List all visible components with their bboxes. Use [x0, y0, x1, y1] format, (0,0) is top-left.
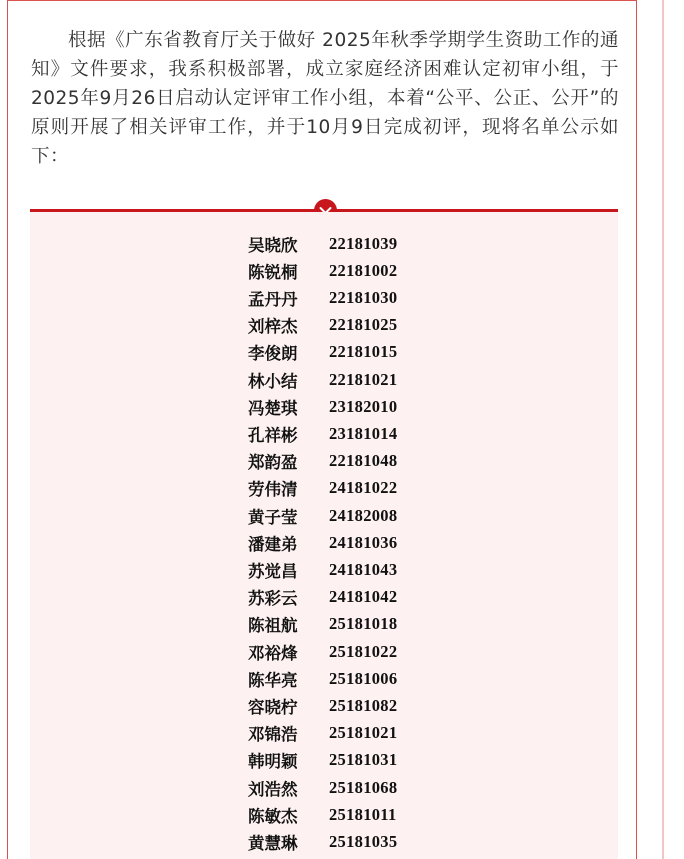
student-name: 韩明颖 [248, 752, 298, 772]
student-id: 22181025 [329, 315, 398, 335]
student-id: 25181018 [329, 614, 398, 634]
student-id: 23182010 [329, 396, 398, 416]
student-id: 25181068 [329, 777, 398, 797]
student-row [248, 420, 397, 447]
student-id: 22181039 [329, 233, 398, 253]
student-name: 邓锦浩 [248, 725, 298, 745]
notice-intro-paragraph: 根据《广东省教育厅关于做好 2025年秋季学期学生资助工作的通知》文件要求，我系积极部署，成立家庭经济困难认定初审小组，于2025年9月26日启动认定评审工作小组，本着“公平、公正、公开”的原则开展了相关评审工作，并于10月9日完成初评，现将名单公示如下： [31, 30, 619, 167]
student-row [248, 720, 397, 747]
student-id: 24181022 [329, 478, 398, 498]
student-id: 25181006 [329, 668, 398, 688]
student-row [248, 529, 397, 556]
student-id: 22181021 [329, 369, 398, 389]
student-row [248, 257, 397, 284]
student-id: 22181048 [329, 451, 398, 471]
student-row [248, 556, 397, 583]
student-id: 24182008 [329, 505, 398, 525]
student-name: 孔祥彬 [248, 425, 298, 445]
student-name: 林小结 [248, 371, 298, 391]
student-name: 劳伟清 [248, 480, 298, 500]
student-row [248, 611, 397, 638]
student-name: 黄慧琳 [248, 833, 298, 853]
student-name: 刘梓杰 [248, 317, 298, 337]
student-row [248, 801, 397, 828]
student-row [248, 284, 397, 311]
student-name: 冯楚琪 [248, 398, 298, 418]
student-row [248, 312, 397, 339]
student-id: 25181022 [329, 641, 398, 661]
student-name: 潘建弟 [248, 534, 298, 554]
student-id: 25181011 [329, 804, 397, 824]
student-name: 李俊朗 [248, 344, 298, 364]
student-name: 苏彩云 [248, 589, 298, 609]
student-row [248, 584, 397, 611]
student-row [248, 638, 397, 665]
student-id: 24181042 [329, 587, 398, 607]
student-row [248, 665, 397, 692]
student-row [248, 747, 397, 774]
student-row [248, 502, 397, 529]
student-name: 陈祖航 [248, 616, 298, 636]
student-row [248, 475, 397, 502]
student-id: 24181036 [329, 532, 398, 552]
student-name: 吴晓欣 [248, 235, 298, 255]
student-name: 孟丹丹 [248, 289, 298, 309]
student-row [248, 774, 397, 801]
student-id: 23181014 [329, 423, 398, 443]
student-name: 郑韵盈 [248, 453, 298, 473]
student-id: 25181021 [329, 723, 398, 743]
student-name: 陈敏杰 [248, 806, 298, 826]
student-id: 25181031 [329, 750, 398, 770]
student-name: 容晓柠 [248, 697, 298, 717]
student-name: 陈锐桐 [248, 262, 298, 282]
student-name: 陈华亮 [248, 670, 298, 690]
student-id: 22181002 [329, 260, 398, 280]
student-id: 22181030 [329, 287, 398, 307]
student-row [248, 448, 397, 475]
student-id: 25181082 [329, 695, 398, 715]
student-row [248, 339, 397, 366]
student-list-panel [30, 212, 618, 859]
student-name: 苏觉昌 [248, 561, 298, 581]
student-row [248, 393, 397, 420]
student-row [248, 230, 397, 257]
student-row [248, 828, 397, 855]
student-row [248, 692, 397, 719]
scrollbar-track[interactable] [662, 0, 664, 859]
student-id: 25181035 [329, 831, 398, 851]
student-name: 刘浩然 [248, 779, 298, 799]
student-name: 邓裕烽 [248, 643, 298, 663]
student-name: 黄子莹 [248, 507, 298, 527]
student-id: 22181015 [329, 342, 398, 362]
student-row [248, 366, 397, 393]
student-id: 24181043 [329, 559, 398, 579]
